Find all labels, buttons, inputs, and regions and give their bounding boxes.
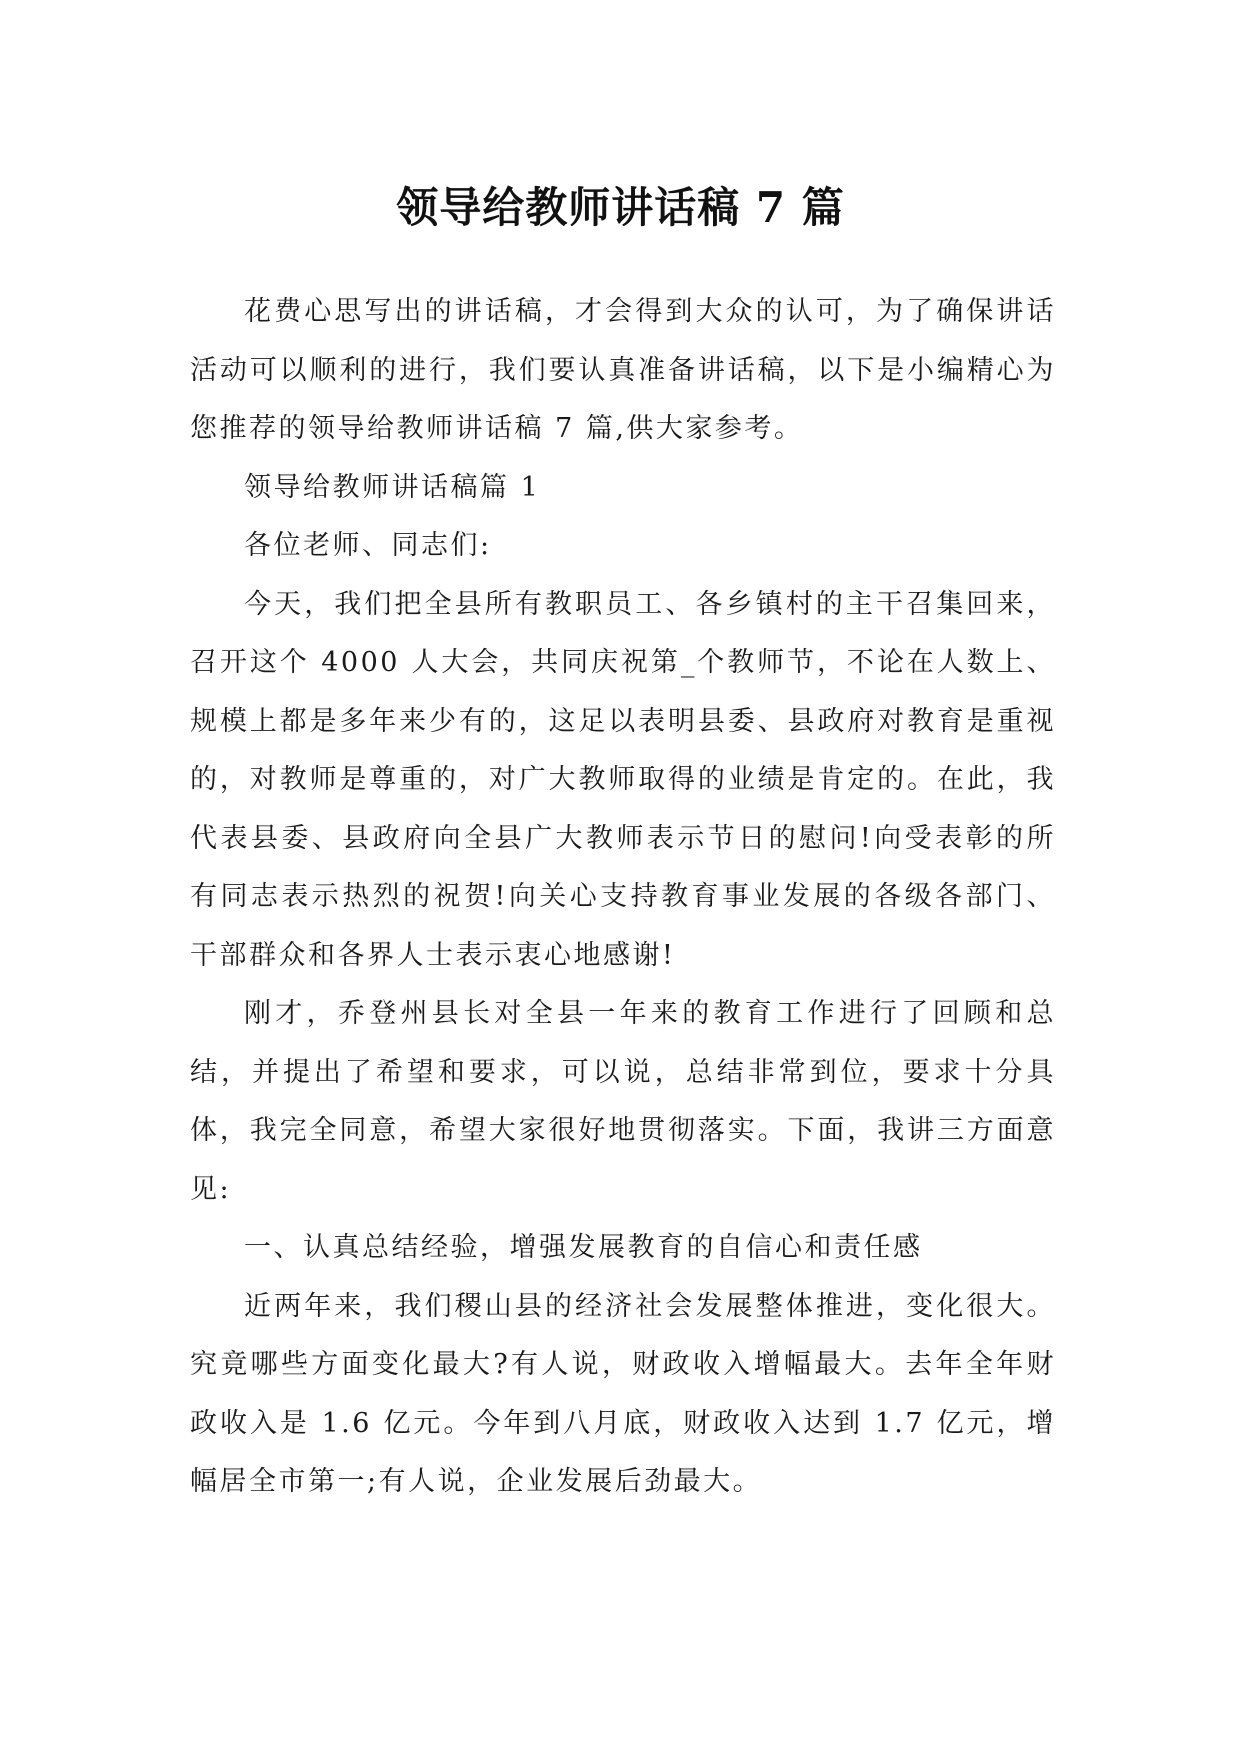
body-paragraph: 近两年来，我们稷山县的经济社会发展整体推进，变化很大。究竟哪些方面变化最大?有人说，财政收入增幅最大。去年全年财政收入是 1.6 亿元。今年到八月底，财政收入达到 1.7 亿元，增幅居全市第一;有人说，企业发展后劲最大。 bbox=[190, 1290, 1056, 1497]
salutation: 各位老师、同志们: bbox=[244, 530, 492, 561]
subheading: 一、认真总结经验，增强发展教育的自信心和责任感 bbox=[244, 1232, 923, 1263]
intro-paragraph: 花费心思写出的讲话稿，才会得到大众的认可，为了确保讲话活动可以顺利的进行，我们要认真准备讲话稿，以下是小编精心为您推荐的领导给教师讲话稿 7 篇,供大家参考。 bbox=[190, 296, 1056, 444]
body-paragraph: 今天，我们把全县所有教职员工、各乡镇村的主干召集回来，召开这个 4000 人大会，共同庆祝第_个教师节，不论在人数上、规模上都是多年来少有的，这足以表明县委、县政府对教育是重视的，对教师是尊重的，对广大教师取得的业绩是肯定的。在此，我代表县委、县政府向全县广大教师表示节日的慰问!向受表彰的所有同志表示热烈的祝贺!向关心支持教育事业发展的各级各部门、干部群众和各界人士表示衷心地感谢! bbox=[190, 588, 1056, 971]
section-heading: 领导给教师讲话稿篇 1 bbox=[244, 471, 541, 503]
page-title: 领导给教师讲话稿 7 篇 bbox=[396, 183, 845, 233]
document-body bbox=[190, 283, 1056, 1512]
body-paragraph: 刚才，乔登州县长对全县一年来的教育工作进行了回顾和总结，并提出了希望和要求，可以说，总结非常到位，要求十分具体，我完全同意，希望大家很好地贯彻落实。下面，我讲三方面意见: bbox=[190, 998, 1056, 1205]
